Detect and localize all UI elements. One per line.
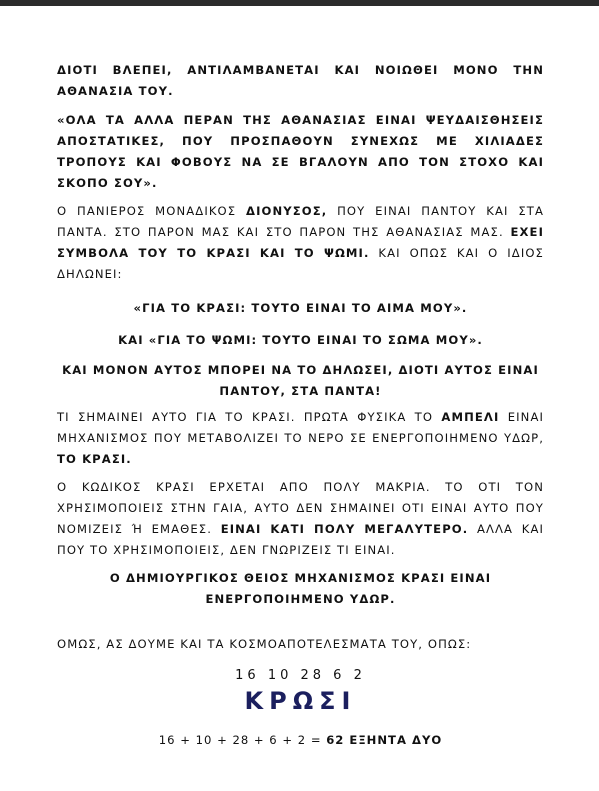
paragraph-4-text-a: ΤΙ ΣΗΜΑΙΝΕΙ ΑΥΤΟ ΓΙΑ ΤΟ ΚΡΑΣΙ. ΠΡΩΤΑ ΦΥΣΙΚΑ ΤΟ [57,410,442,424]
top-bar [0,0,599,6]
paragraph-4-bold-b: ΑΜΠΕΛΙ [441,410,500,424]
paragraph-4-text-c: ΕΙΝΑΙ ΜΗΧΑΝΙΣΜΟΣ ΠΟΥ ΜΕΤΑΒΟΛΙΖΕΙ ΤΟ ΝΕΡΟ ΣΕ ΕΝΕΡΓΟΠΟΙΗΜΕΝΟ ΥΔΩΡ, [57,410,544,445]
paragraph-3-text-c: ΠΟΥ ΕΙΝΑΙ ΠΑΝΤΟΥ ΚΑΙ ΣΤΑ ΠΑΝΤΑ. ΣΤΟ ΠΑΡΟΝ ΜΑΣ ΚΑΙ ΣΤΟ ΠΑΡΟΝ ΤΗΣ ΑΘΑΝΑΣΙΑΣ ΜΑΣ. [57,204,544,239]
paragraph-3-text-e: ΚΑΙ ΟΠΩΣ ΚΑΙ Ο ΙΔΙΟΣ ΔΗΛΩΝΕΙ: [57,246,544,281]
paragraph-6: Ο ΔΗΜΙΟΥΡΓΙΚΟΣ ΘΕΙΟΣ ΜΗΧΑΝΙΣΜΟΣ ΚΡΑΣΙ ΕΙΝΑΙ ΕΝΕΡΓΟΠΟΙΗΜΕΝΟ ΥΔΩΡ. [109,571,492,606]
paragraph-4 [57,407,544,470]
paragraph-7: ΟΜΩΣ, ΑΣ ΔΟΥΜΕ ΚΑΙ ΤΑ ΚΟΣΜΟΑΠΟΤΕΛΕΣΜΑΤΑ ΤΟΥ, ΟΠΩΣ: [57,637,472,651]
sum-result: 62 ΕΞΗΝΤΑ ΔΥΟ [326,733,443,747]
code-word: ΚΡΩΣΙ [244,687,357,715]
paragraph-3-bold-b: ΔΙΟΝΥΣΟΣ, [246,204,328,218]
paragraph-5 [57,477,544,561]
paragraph-3-text-a: Ο ΠΑΝΙΕΡΟΣ ΜΟΝΑΔΙΚΟΣ [57,204,247,218]
paragraph-3 [57,201,544,285]
paragraph-5-bold-b: ΕΙΝΑΙ ΚΑΤΙ ΠΟΛΥ ΜΕΓΑΛΥΤΕΡΟ. [220,522,469,536]
document-page [57,60,544,749]
paragraph-5-text-c: ΑΛΛΑ ΚΑΙ ΠΟΥ ΤΟ ΧΡΗΣΙΜΟΠΟΙΕΙΣ, ΔΕΝ ΓΝΩΡΙΖΕΙΣ ΤΙ ΕΙΝΑΙ. [57,522,544,557]
paragraph-5-text-a: Ο ΚΩΔΙΚΟΣ ΚΡΑΣΙ ΕΡΧΕΤΑΙ ΑΠΟ ΠΟΛΥ ΜΑΚΡΙΑ. ΤΟ ΟΤΙ ΤΟΝ ΧΡΗΣΙΜΟΠΟΙΕΙΣ ΣΤΗΝ ΓΑΙΑ, ΑΥΤΟ ΔΕΝ ΣΗΜΑΙΝΕΙ ΟΤΙ ΕΙΝΑΙ ΑΥΤΟ ΠΟΥ ΝΟΜΙΖΕΙΣ Ή ΕΜΑΘΕΣ. [57,480,544,536]
sum-expression: 16 + 10 + 28 + 6 + 2 = [158,733,327,747]
paragraph-2: «ΟΛΑ ΤΑ ΑΛΛΑ ΠΕΡΑΝ ΤΗΣ ΑΘΑΝΑΣΙΑΣ ΕΙΝΑΙ ΨΕΥΔΑΙΣΘΗΣΕΙΣ ΑΠΟΣΤΑΤΙΚΕΣ, ΠΟΥ ΠΡΟΣΠΑΘΟΥΝ ΣΥΝΕΧΩΣ ΜΕ ΧΙΛΙΑΔΕΣ ΤΡΟΠΟΥΣ ΚΑΙ ΦΟΒΟΥΣ ΝΑ ΣΕ ΒΓΑΛΟΥΝ ΑΠΟ ΤΟΝ ΣΤΟΧΟ ΚΑΙ ΣΚΟΠΟ ΣΟΥ». [57,113,544,190]
quote-1: «ΓΙΑ ΤΟ ΚΡΑΣΙ: ΤΟΥΤΟ ΕΙΝΑΙ ΤΟ ΑΙΜΑ ΜΟΥ». [133,301,468,315]
sum-line [57,731,544,749]
paragraph-3-bold-d: ΕΧΕΙ ΣΥΜΒΟΛΑ ΤΟΥ ΤΟ ΚΡΑΣΙ ΚΑΙ ΤΟ ΨΩΜΙ. [57,225,544,260]
quote-2: ΚΑΙ «ΓΙΑ ΤΟ ΨΩΜΙ: ΤΟΥΤΟ ΕΙΝΑΙ ΤΟ ΣΩΜΑ ΜΟΥ». [118,333,483,347]
paragraph-4-bold-d: ΤΟ ΚΡΑΣΙ. [57,452,132,466]
paragraph-1: ΔΙΟΤΙ ΒΛΕΠΕΙ, ΑΝΤΙΛΑΜΒΑΝΕΤΑΙ ΚΑΙ ΝΟΙΩΘΕΙ ΜΟΝΟ ΤΗΝ ΑΘΑΝΑΣΙΑ ΤΟΥ. [57,63,544,98]
letter-numbers: 16 10 28 6 2 [235,668,366,683]
quote-3: ΚΑΙ ΜΟΝΟΝ ΑΥΤΟΣ ΜΠΟΡΕΙ ΝΑ ΤΟ ΔΗΛΩΣΕΙ, ΔΙΟΤΙ ΑΥΤΟΣ ΕΙΝΑΙ ΠΑΝΤΟΥ, ΣΤΑ ΠΑΝΤΑ! [62,363,539,398]
